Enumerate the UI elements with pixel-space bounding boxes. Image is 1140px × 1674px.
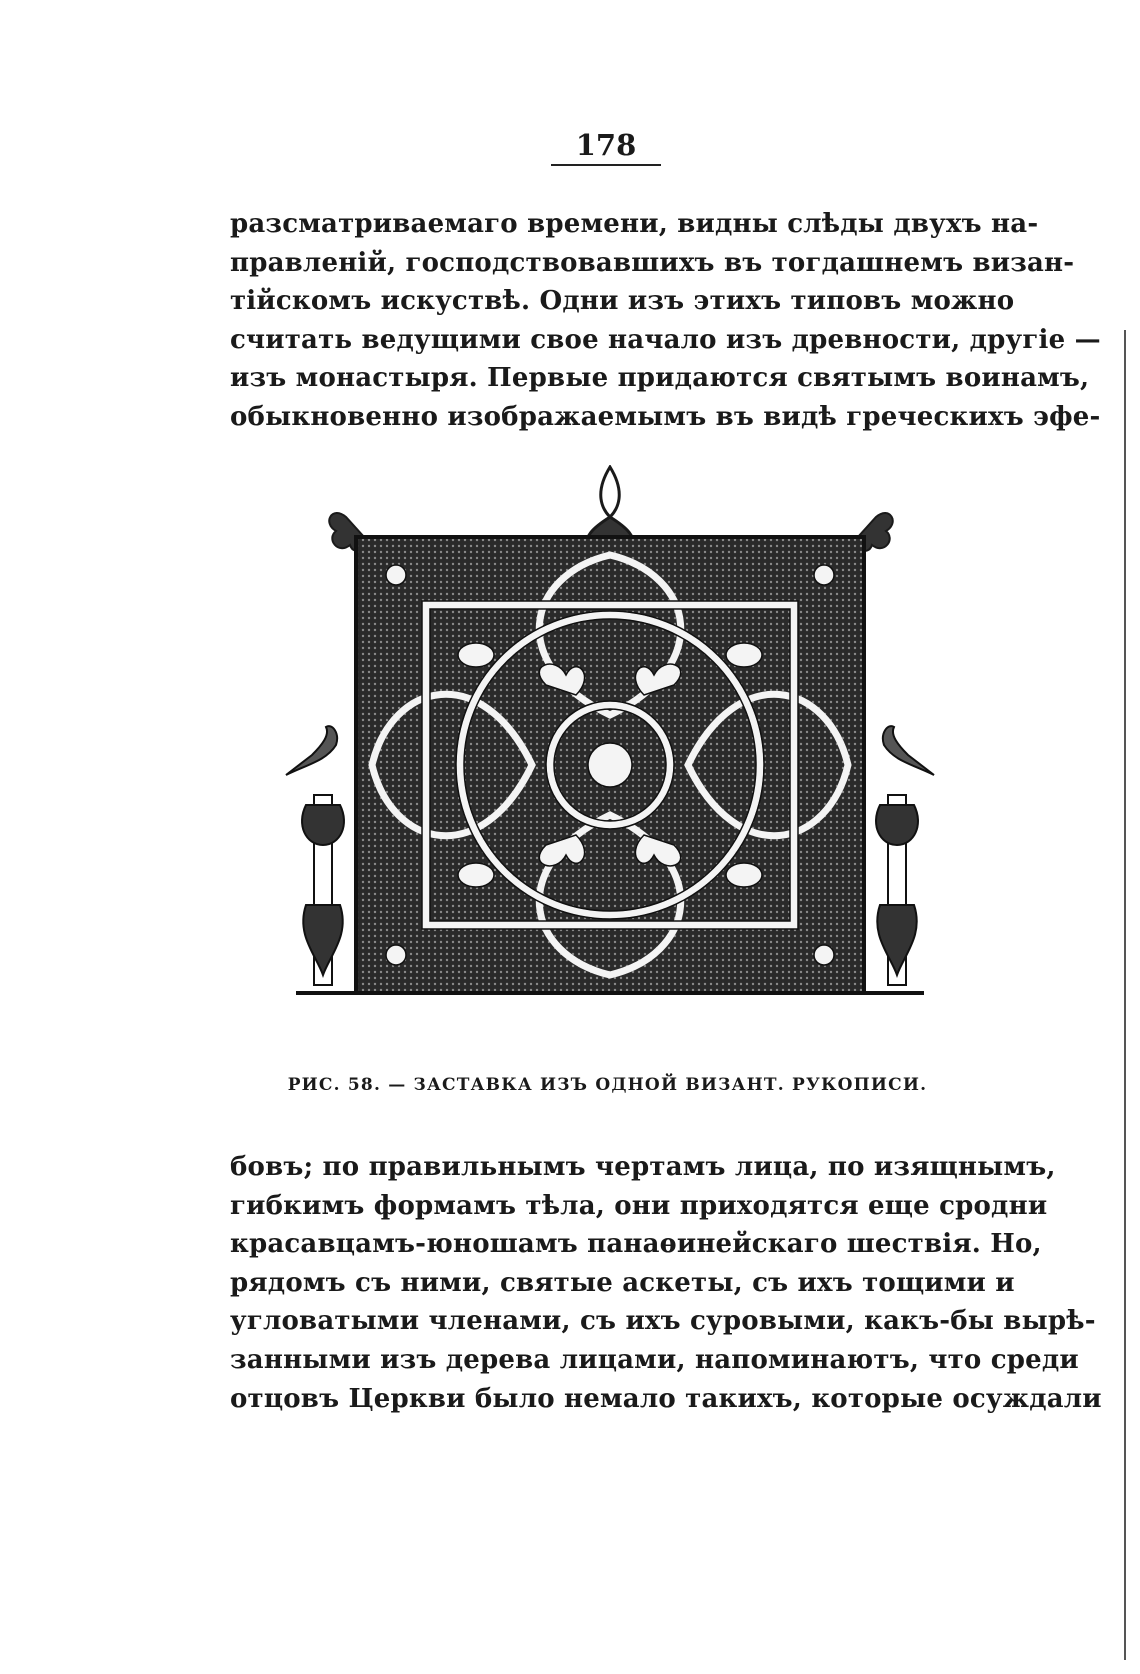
text-line: обыкновенно изображаемымъ въ видѣ греческихъ эфе- — [230, 401, 1101, 432]
text-line: рядомъ съ ними, святые аскеты, съ ихъ тощими и — [230, 1267, 1015, 1298]
text-line: отцовъ Церкви было немало такихъ, которые осуждали — [230, 1383, 1102, 1414]
text-line: разсматриваемаго времени, видны слѣды двухъ на- — [230, 209, 1039, 239]
text-line: занными изъ дерева лицами, напоминаютъ, что среди — [230, 1344, 1079, 1375]
ornamental-headpiece-figure — [276, 465, 944, 1050]
text-line: бовъ; по правильнымъ чертамъ лица, по изящнымъ, — [230, 1152, 1056, 1182]
text-block-bottom — [230, 1148, 1102, 1418]
text-line: правленій, господствовавшихъ въ тогдашнемъ визан- — [230, 247, 1075, 278]
text-line: считать ведущими свое начало изъ древности, другіе — — [230, 324, 1101, 355]
text-line: красавцамъ-юношамъ панаѳинейскаго шествія. Но, — [230, 1229, 1042, 1260]
right-column-with-bird — [864, 726, 934, 993]
left-column-with-bird — [286, 726, 356, 993]
text-line: изъ монастыря. Первые придаются святымъ воинамъ, — [230, 363, 1090, 394]
page-number-rule — [551, 164, 661, 166]
page-edge-line — [1124, 330, 1126, 1660]
text-line: угловатыми членами, съ ихъ суровыми, какъ-бы вырѣ- — [230, 1306, 1096, 1337]
text-line: гибкимъ формамъ тѣла, они приходятся еще сродни — [230, 1190, 1048, 1221]
text-block-top — [230, 205, 1101, 437]
figure-caption: РИС. 58. — ЗАСТАВКА ИЗЪ ОДНОЙ ВИЗАНТ. РУКОПИСИ. — [287, 1075, 928, 1095]
text-line: тійскомъ искуствѣ. Одни изъ этихъ типовъ можно — [230, 286, 1015, 317]
page-number: 178 — [575, 128, 637, 162]
